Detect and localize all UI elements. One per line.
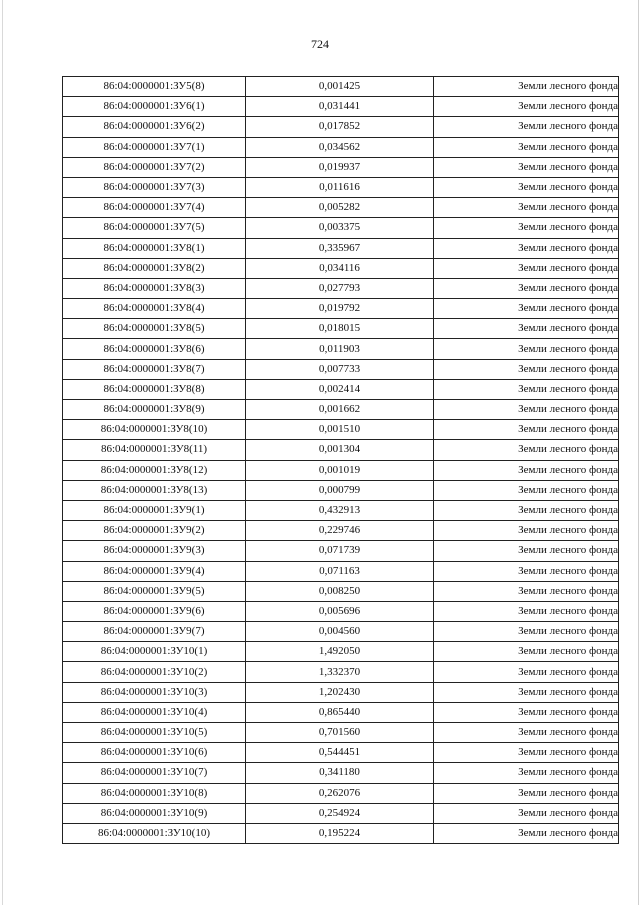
area-cell: 0,018015: [246, 319, 434, 339]
area-cell: 0,004560: [246, 622, 434, 642]
land-category-cell: Земли лесного фонда: [434, 803, 619, 823]
area-cell: 0,262076: [246, 783, 434, 803]
cadastral-number-cell: 86:04:0000001:ЗУ10(2): [63, 662, 246, 682]
land-category-cell: Земли лесного фонда: [434, 642, 619, 662]
land-category-cell: Земли лесного фонда: [434, 177, 619, 197]
table-row: [63, 177, 619, 197]
area-cell: 0,001304: [246, 440, 434, 460]
cadastral-number-cell: 86:04:0000001:ЗУ8(13): [63, 480, 246, 500]
area-cell: 0,034116: [246, 258, 434, 278]
land-category-cell: Земли лесного фонда: [434, 460, 619, 480]
area-cell: 0,034562: [246, 137, 434, 157]
scan-edge-left: [2, 0, 3, 905]
table-row: [63, 702, 619, 722]
area-cell: 0,341180: [246, 763, 434, 783]
cadastral-number-cell: 86:04:0000001:ЗУ10(8): [63, 783, 246, 803]
area-cell: 0,008250: [246, 581, 434, 601]
cadastral-number-cell: 86:04:0000001:ЗУ10(4): [63, 702, 246, 722]
area-cell: 0,019937: [246, 157, 434, 177]
land-category-cell: Земли лесного фонда: [434, 198, 619, 218]
land-category-cell: Земли лесного фонда: [434, 783, 619, 803]
area-cell: 0,254924: [246, 803, 434, 823]
table-row: [63, 157, 619, 177]
cadastral-number-cell: 86:04:0000001:ЗУ10(5): [63, 723, 246, 743]
area-cell: 0,001019: [246, 460, 434, 480]
land-category-cell: Земли лесного фонда: [434, 743, 619, 763]
cadastral-number-cell: 86:04:0000001:ЗУ6(2): [63, 117, 246, 137]
land-category-cell: Земли лесного фонда: [434, 682, 619, 702]
land-category-cell: Земли лесного фонда: [434, 157, 619, 177]
area-cell: 0,001425: [246, 77, 434, 97]
table-row: [63, 581, 619, 601]
land-category-cell: Земли лесного фонда: [434, 823, 619, 843]
cadastral-number-cell: 86:04:0000001:ЗУ9(7): [63, 622, 246, 642]
table-row: [63, 218, 619, 238]
cadastral-number-cell: 86:04:0000001:ЗУ8(1): [63, 238, 246, 258]
land-category-cell: Земли лесного фонда: [434, 440, 619, 460]
land-category-cell: Земли лесного фонда: [434, 359, 619, 379]
land-category-cell: Земли лесного фонда: [434, 763, 619, 783]
table-row: [63, 117, 619, 137]
area-cell: 1,202430: [246, 682, 434, 702]
cadastral-number-cell: 86:04:0000001:ЗУ9(4): [63, 561, 246, 581]
area-cell: 1,492050: [246, 642, 434, 662]
table-row: [63, 803, 619, 823]
area-cell: 0,005696: [246, 601, 434, 621]
area-cell: 0,027793: [246, 278, 434, 298]
table-row: [63, 622, 619, 642]
area-cell: 1,332370: [246, 662, 434, 682]
cadastral-number-cell: 86:04:0000001:ЗУ7(1): [63, 137, 246, 157]
area-cell: 0,003375: [246, 218, 434, 238]
table-row: [63, 198, 619, 218]
table-row: [63, 601, 619, 621]
table-row: [63, 77, 619, 97]
land-category-cell: Земли лесного фонда: [434, 622, 619, 642]
cadastral-number-cell: 86:04:0000001:ЗУ10(9): [63, 803, 246, 823]
land-category-cell: Земли лесного фонда: [434, 339, 619, 359]
cadastral-number-cell: 86:04:0000001:ЗУ9(3): [63, 541, 246, 561]
land-category-cell: Земли лесного фонда: [434, 218, 619, 238]
area-cell: 0,031441: [246, 97, 434, 117]
land-category-cell: Земли лесного фонда: [434, 258, 619, 278]
cadastral-number-cell: 86:04:0000001:ЗУ6(1): [63, 97, 246, 117]
land-category-cell: Земли лесного фонда: [434, 561, 619, 581]
land-category-cell: Земли лесного фонда: [434, 97, 619, 117]
cadastral-number-cell: 86:04:0000001:ЗУ7(5): [63, 218, 246, 238]
table-row: [63, 359, 619, 379]
table-row: [63, 662, 619, 682]
cadastral-number-cell: 86:04:0000001:ЗУ8(6): [63, 339, 246, 359]
area-cell: 0,019792: [246, 299, 434, 319]
cadastral-number-cell: 86:04:0000001:ЗУ7(2): [63, 157, 246, 177]
land-category-cell: Земли лесного фонда: [434, 238, 619, 258]
table-row: [63, 278, 619, 298]
cadastral-number-cell: 86:04:0000001:ЗУ8(5): [63, 319, 246, 339]
land-category-cell: Земли лесного фонда: [434, 137, 619, 157]
table-row: [63, 460, 619, 480]
cadastral-number-cell: 86:04:0000001:ЗУ9(2): [63, 521, 246, 541]
page-number: 724: [311, 37, 329, 51]
table-body: [63, 77, 619, 844]
cadastral-number-cell: 86:04:0000001:ЗУ10(3): [63, 682, 246, 702]
land-category-cell: Земли лесного фонда: [434, 702, 619, 722]
area-cell: 0,432913: [246, 500, 434, 520]
cadastral-number-cell: 86:04:0000001:ЗУ8(8): [63, 379, 246, 399]
cadastral-number-cell: 86:04:0000001:ЗУ8(11): [63, 440, 246, 460]
table-row: [63, 763, 619, 783]
table-row: [63, 561, 619, 581]
cadastral-number-cell: 86:04:0000001:ЗУ8(4): [63, 299, 246, 319]
table-row: [63, 743, 619, 763]
area-cell: 0,195224: [246, 823, 434, 843]
table-row: [63, 480, 619, 500]
cadastral-number-cell: 86:04:0000001:ЗУ5(8): [63, 77, 246, 97]
table-row: [63, 400, 619, 420]
area-cell: 0,071739: [246, 541, 434, 561]
area-cell: 0,544451: [246, 743, 434, 763]
cadastral-number-cell: 86:04:0000001:ЗУ7(4): [63, 198, 246, 218]
cadastral-number-cell: 86:04:0000001:ЗУ10(7): [63, 763, 246, 783]
land-category-cell: Земли лесного фонда: [434, 723, 619, 743]
area-cell: 0,335967: [246, 238, 434, 258]
table-row: [63, 238, 619, 258]
table-row: [63, 642, 619, 662]
area-cell: 0,011903: [246, 339, 434, 359]
cadastral-number-cell: 86:04:0000001:ЗУ8(3): [63, 278, 246, 298]
land-category-cell: Земли лесного фонда: [434, 77, 619, 97]
land-plots-table: [62, 76, 619, 844]
table-row: [63, 97, 619, 117]
land-category-cell: Земли лесного фонда: [434, 278, 619, 298]
table-row: [63, 541, 619, 561]
area-cell: 0,002414: [246, 379, 434, 399]
land-category-cell: Земли лесного фонда: [434, 541, 619, 561]
cadastral-number-cell: 86:04:0000001:ЗУ8(7): [63, 359, 246, 379]
land-category-cell: Земли лесного фонда: [434, 400, 619, 420]
cadastral-number-cell: 86:04:0000001:ЗУ8(12): [63, 460, 246, 480]
table-row: [63, 319, 619, 339]
table-row: [63, 500, 619, 520]
table-row: [63, 137, 619, 157]
table-row: [63, 299, 619, 319]
table-row: [63, 682, 619, 702]
table-row: [63, 258, 619, 278]
table-row: [63, 723, 619, 743]
area-cell: 0,001510: [246, 420, 434, 440]
cadastral-number-cell: 86:04:0000001:ЗУ9(6): [63, 601, 246, 621]
cadastral-number-cell: 86:04:0000001:ЗУ7(3): [63, 177, 246, 197]
table-row: [63, 521, 619, 541]
cadastral-number-cell: 86:04:0000001:ЗУ9(5): [63, 581, 246, 601]
land-category-cell: Земли лесного фонда: [434, 500, 619, 520]
area-cell: 0,229746: [246, 521, 434, 541]
area-cell: 0,071163: [246, 561, 434, 581]
land-category-cell: Земли лесного фонда: [434, 480, 619, 500]
land-category-cell: Земли лесного фонда: [434, 521, 619, 541]
land-category-cell: Земли лесного фонда: [434, 319, 619, 339]
table-row: [63, 783, 619, 803]
table-row: [63, 379, 619, 399]
table-row: [63, 339, 619, 359]
cadastral-number-cell: 86:04:0000001:ЗУ8(10): [63, 420, 246, 440]
land-category-cell: Земли лесного фонда: [434, 420, 619, 440]
area-cell: 0,865440: [246, 702, 434, 722]
area-cell: 0,007733: [246, 359, 434, 379]
area-cell: 0,011616: [246, 177, 434, 197]
table-row: [63, 823, 619, 843]
land-category-cell: Земли лесного фонда: [434, 581, 619, 601]
cadastral-number-cell: 86:04:0000001:ЗУ10(6): [63, 743, 246, 763]
area-cell: 0,701560: [246, 723, 434, 743]
cadastral-number-cell: 86:04:0000001:ЗУ8(2): [63, 258, 246, 278]
land-category-cell: Земли лесного фонда: [434, 299, 619, 319]
cadastral-number-cell: 86:04:0000001:ЗУ8(9): [63, 400, 246, 420]
area-cell: 0,001662: [246, 400, 434, 420]
cadastral-number-cell: 86:04:0000001:ЗУ10(1): [63, 642, 246, 662]
area-cell: 0,017852: [246, 117, 434, 137]
land-category-cell: Земли лесного фонда: [434, 662, 619, 682]
land-category-cell: Земли лесного фонда: [434, 379, 619, 399]
cadastral-number-cell: 86:04:0000001:ЗУ9(1): [63, 500, 246, 520]
area-cell: 0,000799: [246, 480, 434, 500]
table-row: [63, 420, 619, 440]
scan-edge-right: [638, 0, 639, 905]
cadastral-number-cell: 86:04:0000001:ЗУ10(10): [63, 823, 246, 843]
table-row: [63, 440, 619, 460]
land-category-cell: Земли лесного фонда: [434, 601, 619, 621]
land-category-cell: Земли лесного фонда: [434, 117, 619, 137]
area-cell: 0,005282: [246, 198, 434, 218]
